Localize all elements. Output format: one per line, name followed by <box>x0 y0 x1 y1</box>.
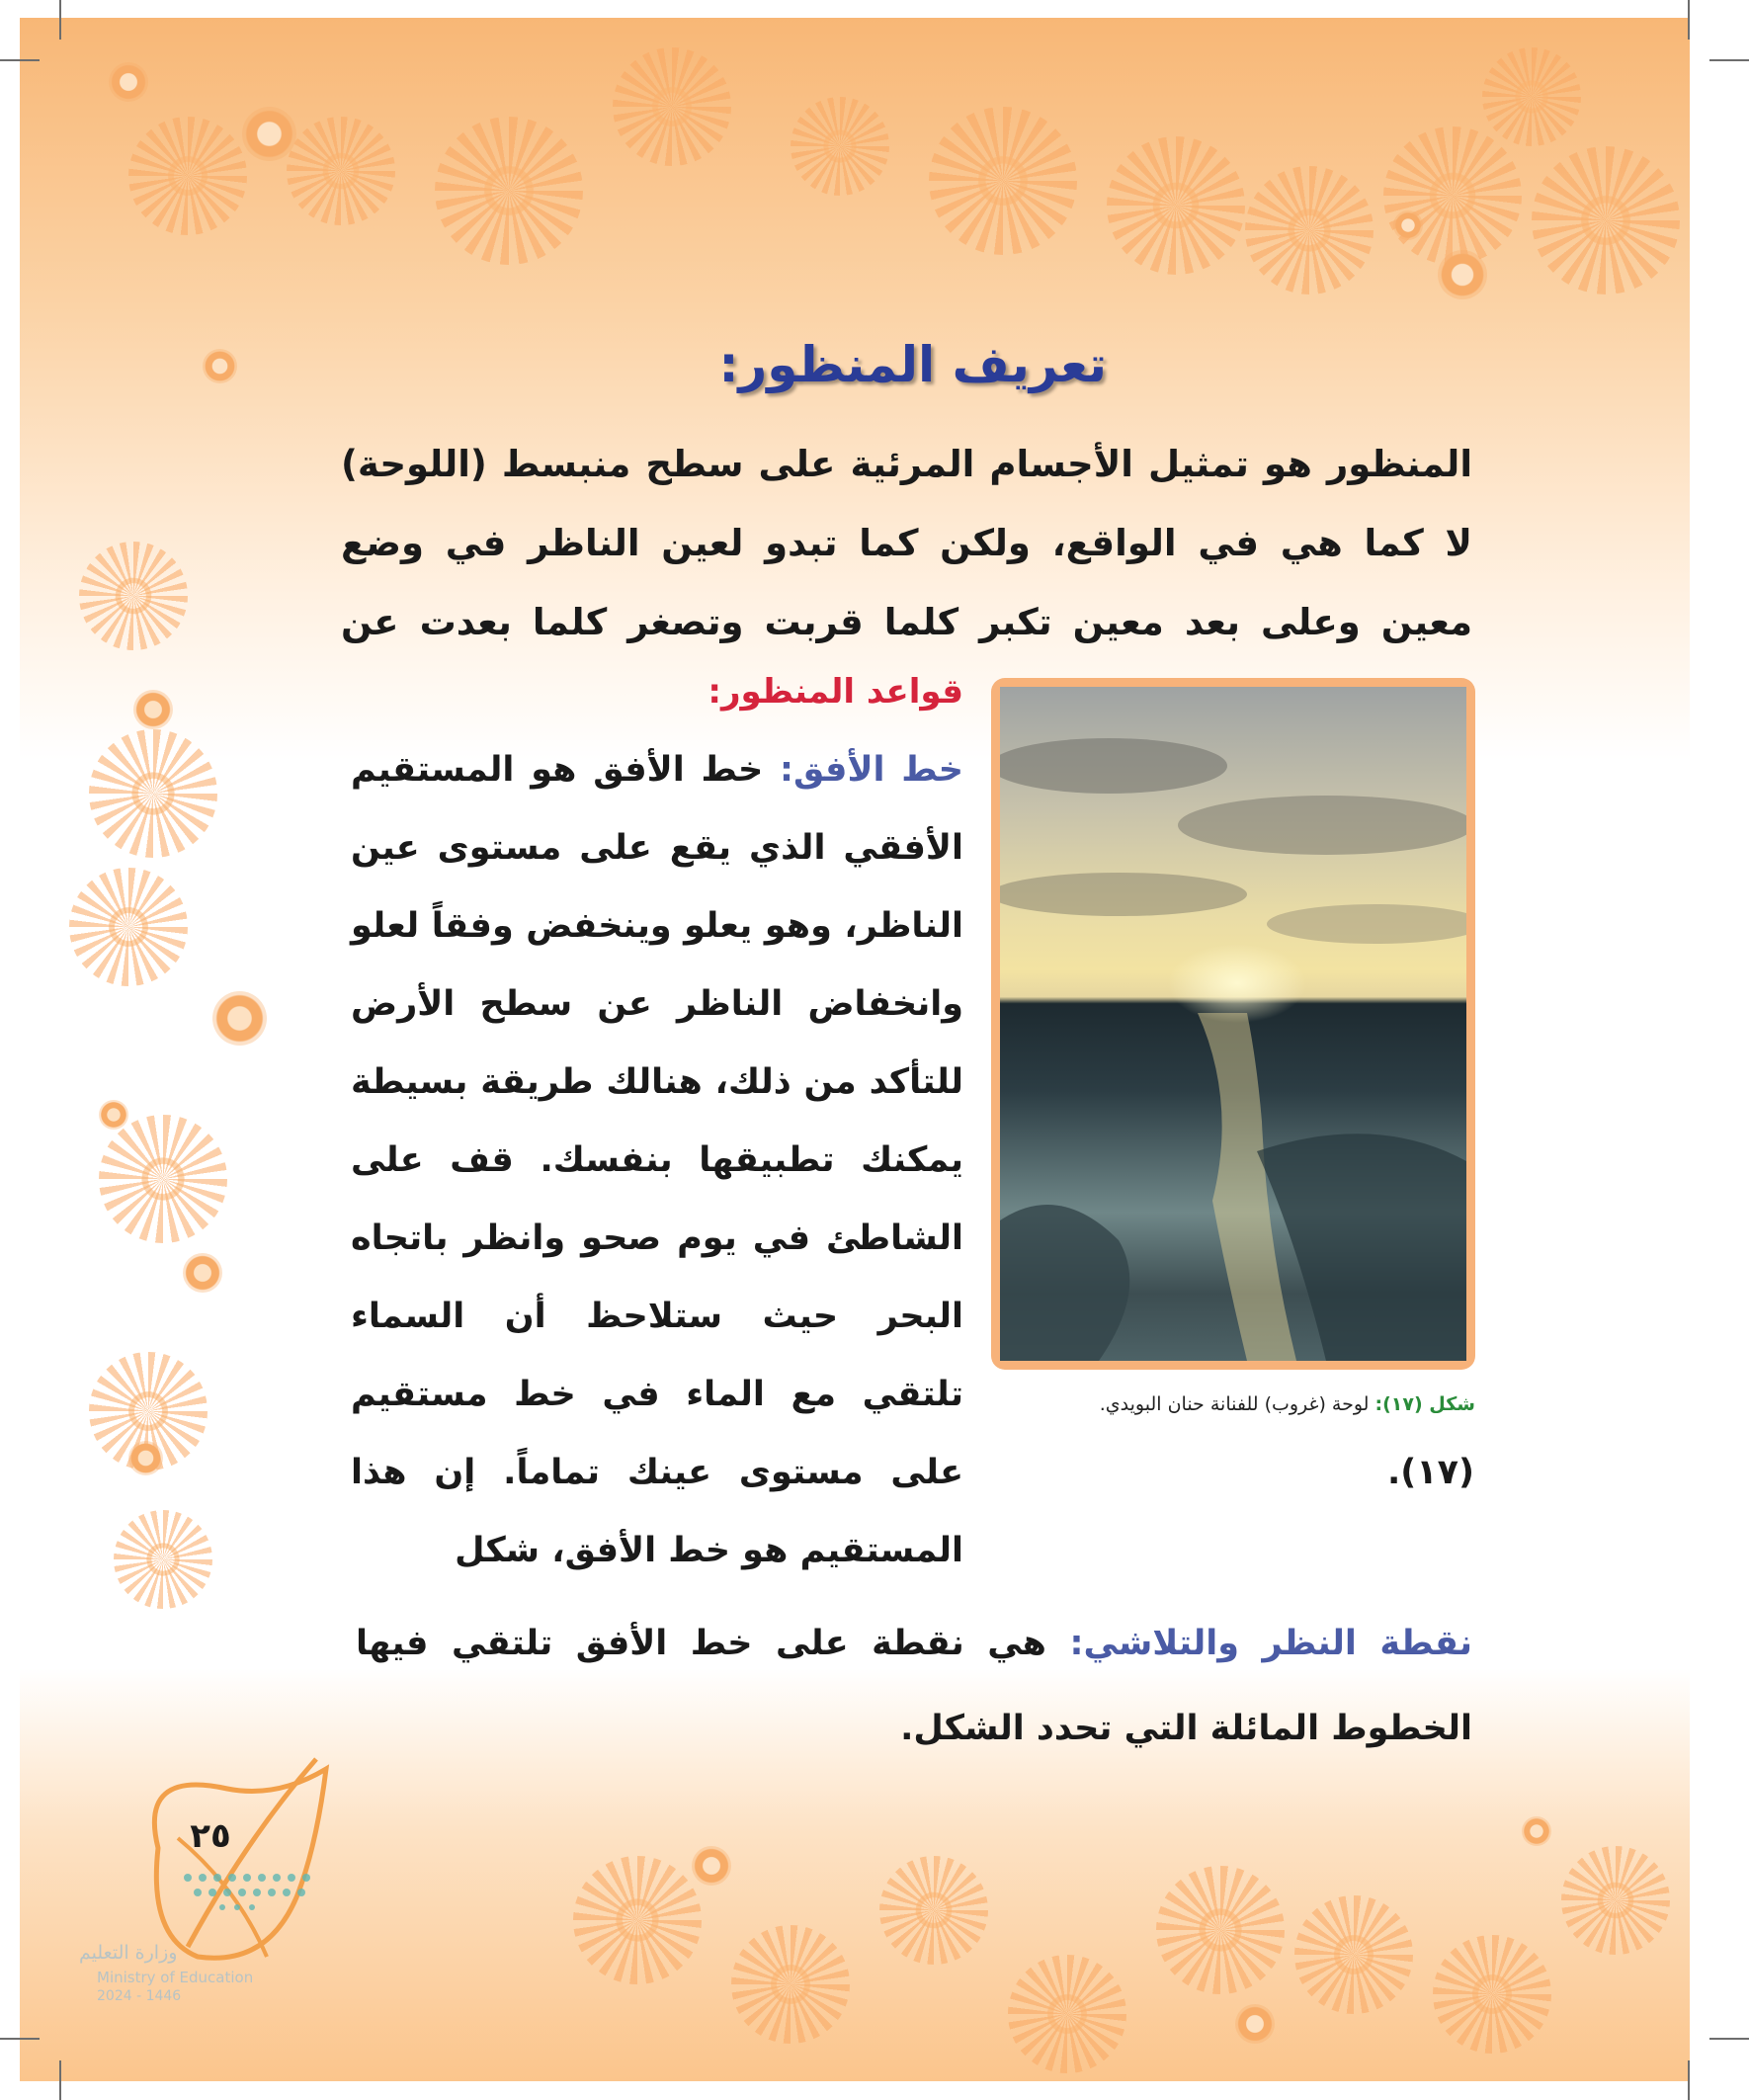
horizon-text: خط الأفق هو المستقيم الأفقي الذي يقع على مستوى عين الناظر، وهو يعلو وينخفض وفقاً لعلو وانخفاض الناظر عن سطح الأرض للتأكد من ذلك، هنالك طريقة بسيطة يمكنك تطبيقها بنفسك. قف على الشاطئ في يوم صحو وانظر باتجاه البحر حيث ستلاحظ أن السماء تلتقي مع الماء في خط مستقيم على مستوى عينك تماماً. إن هذا المستقيم هو خط الأفق، شكل <box>351 750 963 1570</box>
decorative-motif <box>1561 1846 1670 1955</box>
decorative-motif <box>69 868 188 986</box>
decorative-motif <box>613 47 731 166</box>
crop-mark <box>0 59 40 61</box>
decorative-motif <box>79 542 188 650</box>
section-title: تعريف المنظور: <box>718 336 1107 393</box>
ministry-logo-icon <box>178 1868 356 1917</box>
crop-mark <box>0 2038 40 2040</box>
decorative-motif <box>731 1925 850 2044</box>
decorative-motif <box>1433 1935 1551 2054</box>
decorative-motif <box>879 1856 988 1965</box>
decorative-dot <box>692 1846 731 1886</box>
page-number: ٢٥ <box>190 1816 231 1856</box>
decorative-motif <box>435 117 583 265</box>
horizon-term: خط الأفق: <box>779 750 963 790</box>
decorative-motif <box>1008 1955 1126 2073</box>
decorative-dot <box>242 107 296 161</box>
decorative-motif <box>1294 1895 1413 2014</box>
decorative-dot <box>1522 1816 1551 1846</box>
decorative-motif <box>1245 166 1374 294</box>
decorative-dot <box>99 1100 128 1130</box>
crop-mark <box>59 0 61 40</box>
decorative-dot <box>1393 210 1423 240</box>
rules-heading: قواعد المنظور: <box>708 672 963 712</box>
figure-caption-text: لوحة (غروب) للفنانة حنان البويدي. <box>1099 1393 1375 1415</box>
decorative-motif <box>1107 136 1245 275</box>
vanishing-point-text: هي نقطة على خط الأفق تلتقي فيها الخطوط المائلة التي تحدد الشكل. <box>356 1624 1472 1748</box>
decorative-motif <box>1482 47 1581 146</box>
decorative-dot <box>109 62 148 102</box>
ministry-year: 2024 - 1446 <box>97 1988 182 2004</box>
decorative-motif <box>1532 146 1680 294</box>
ministry-name-arabic: وزارة التعليم <box>79 1942 178 1964</box>
cloud <box>1267 904 1466 944</box>
horizon-continuation: (١٧). <box>1386 1453 1474 1492</box>
decorative-dot <box>133 690 173 729</box>
decorative-motif <box>791 97 889 196</box>
decorative-motif <box>573 1856 702 1984</box>
crop-mark <box>1688 0 1690 40</box>
crop-mark <box>1688 2060 1690 2100</box>
decorative-dot <box>212 991 267 1046</box>
vanishing-point-term: نقطة النظر والتلاشي: <box>1069 1624 1472 1663</box>
decorative-motif <box>287 117 395 225</box>
decorative-dot <box>128 1441 163 1475</box>
crop-mark <box>1709 59 1749 61</box>
cloud <box>1000 738 1227 794</box>
decorative-motif <box>128 117 247 235</box>
crop-mark <box>1709 2038 1749 2040</box>
ministry-name-english: Ministry of Education <box>97 1969 254 1986</box>
decorative-dot <box>203 349 237 383</box>
decorative-motif <box>89 729 217 858</box>
rocks <box>1000 1205 1129 1361</box>
crop-mark <box>59 2060 61 2100</box>
intro-paragraph: المنظور هو تمثيل الأجسام المرئية على سطح منبسط (اللوحة) لا كما هي في الواقع، ولكن كما تبدو لعين الناظر في وضع معين وعلى بعد معين تكبر كلما قربت وتصغر كلما بعدت عن <box>341 443 1472 643</box>
cloud <box>1000 873 1247 916</box>
decorative-motif <box>1156 1866 1285 1994</box>
figure-caption-label: شكل (١٧): <box>1374 1393 1475 1415</box>
sunset-painting-art <box>1000 687 1466 1361</box>
vanishing-point-paragraph <box>356 1601 1472 1771</box>
cloud <box>1178 796 1466 855</box>
figure-caption <box>991 1393 1475 1415</box>
decorative-dot <box>1438 250 1487 299</box>
decorative-motif <box>114 1510 212 1609</box>
decorative-motif <box>929 107 1077 255</box>
decorative-dot <box>183 1253 222 1293</box>
sunset-painting <box>1000 687 1466 1361</box>
decorative-motif <box>1383 126 1522 265</box>
decorative-motif <box>99 1115 227 1243</box>
decorative-dot <box>1235 2004 1275 2044</box>
